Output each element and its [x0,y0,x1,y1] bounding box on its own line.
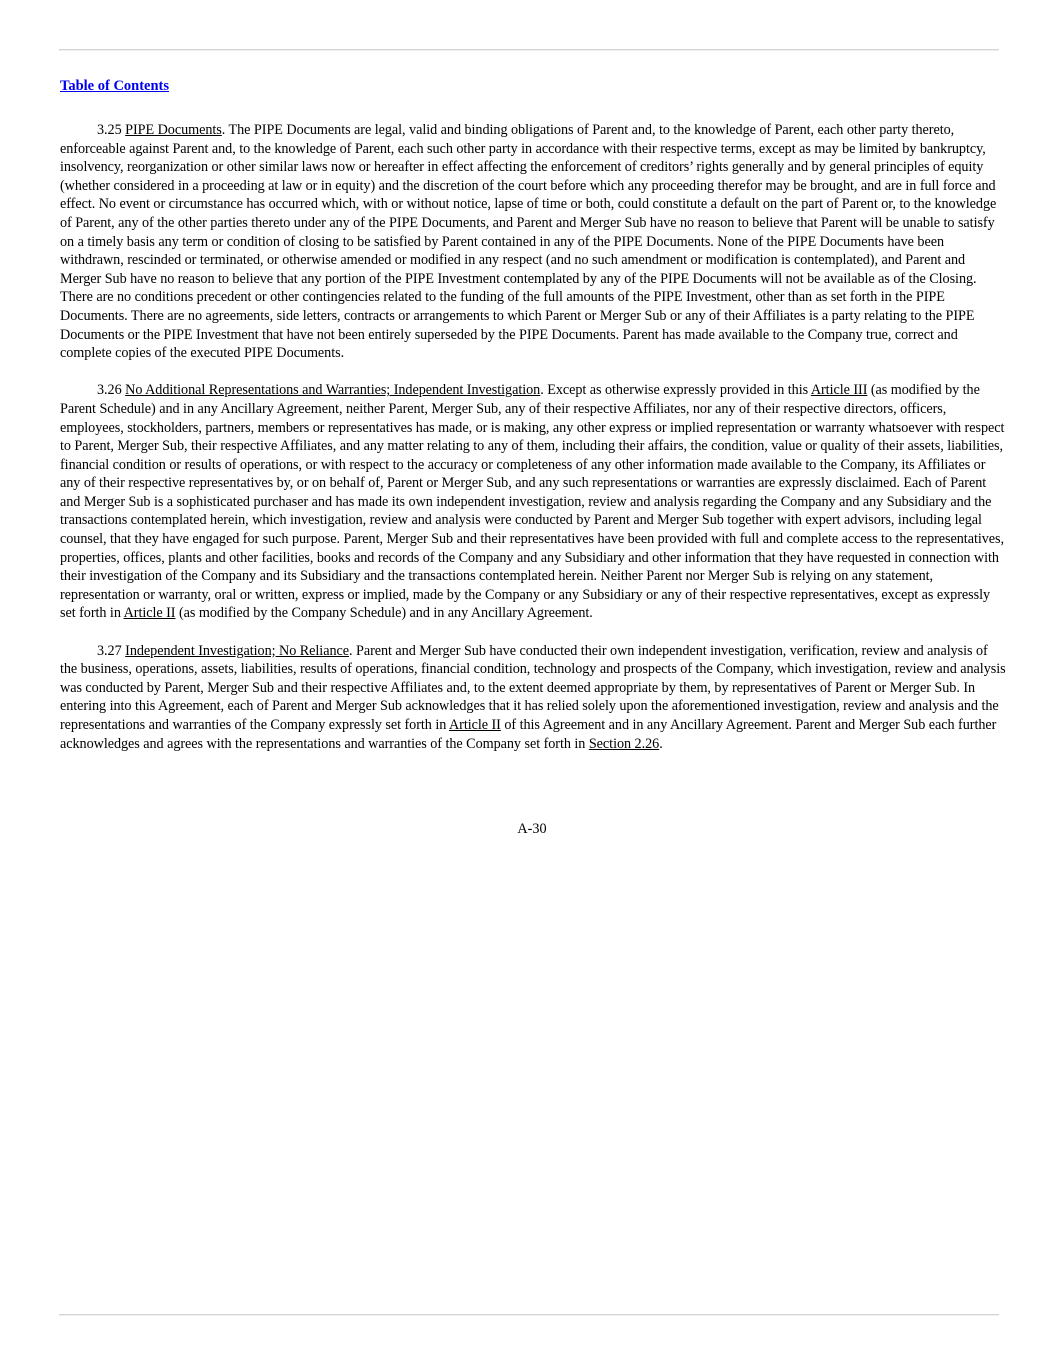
section-text: . Except as otherwise expressly provided in this [540,382,811,399]
section-2-26-reference: Section 2.26 [588,735,660,752]
section-text: (as modified by the Company Schedule) and in any Ancillary Agreement. [175,605,593,622]
section-text: . [659,735,663,752]
bottom-divider [59,1314,999,1316]
section-title: No Additional Representations and Warranties; Independent Investigation [125,382,541,399]
section-title: PIPE Documents [125,122,222,138]
section-3-27 [60,642,1006,754]
section-3-25 [60,121,1006,363]
article-ii-reference: Article II [123,605,176,622]
section-number: 3.26 [97,382,122,399]
document-body [60,121,1006,772]
section-3-26 [60,381,1006,623]
top-divider [59,49,999,51]
section-number: 3.25 [97,122,122,138]
section-text: . Parent and Merger Sub have conducted their own independent investigation, verification, review and analysis of the business, operations, assets, liabilities, results of operations, financial condition, technology and prospects of the Company, which investigation, review and analysis was conducted by Parent, Merger Sub and their respective Affiliates and, to the extent deemed appropriate by them, by representatives of Parent or Merger Sub. In entering into this Agreement, each of Parent and Merger Sub acknowledges that it has relied solely upon the aforementioned investigation, review and analysis and the representations and warranties of the Company expressly set forth in [60,642,1006,733]
section-text: (as modified by the Parent Schedule) and in any Ancillary Agreement, neither Parent, Merger Sub, any of their respective Affiliates, nor any of their respective directors, officers, employees, stockholders, partners, members or representatives has made, or is making, any other express or implied representation or warranty whatsoever with respect to Parent, Merger Sub, their respective Affiliates, and any matter relating to any of them, including their affairs, the condition, value or quality of their assets, liabilities, financial condition or results of operations, or with respect to the accuracy or completeness of any other information made available to the Company, its Affiliates or any of their respective representatives by, or on behalf of, Parent or Merger Sub, and any such representations or warranties are expressly disclaimed. Each of Parent and Merger Sub is a sophisticated purchaser and has made its own independent investigation, review and analysis regarding the Company and any Subsidiary and the transactions contemplated herein, which investigation, review and analysis were conducted by Parent and Merger Sub together with expert advisors, including legal counsel, that they have engaged for such purpose. Parent, Merger Sub and their representatives have been provided with full and complete access to the representatives, properties, offices, plants and other facilities, books and records of the Company and any Subsidiary and other information that they have requested in connection with their investigation of the Company and its Subsidiary and the transactions contemplated herein. Neither Parent nor Merger Sub is relying on any statement, representation or warranty, oral or written, express or implied, made by the Company or any Subsidiary or any of their respective representatives, except as expressly set forth in [60,382,1005,622]
section-text: of this Agreement and in any Ancillary Agreement. Parent and Merger Sub each further acknowledges and agrees with the representations and warranties of the Company set forth in [60,717,997,752]
section-text: . The PIPE Documents are legal, valid and binding obligations of Parent and, to the knowledge of Parent, each other party thereto, enforceable against Parent and, to the knowledge of Parent, each such other party in accordance with their respective terms, except as may be limited by bankruptcy, insolvency, reorganization or other similar laws now or hereafter in effect affecting the enforcement of creditors’ rights generally and by general principles of equity (whether considered in a proceeding at law or in equity) and the discretion of the court before which any proceeding therefor may be brought, and are in full force and effect. No event or circumstance has occurred which, with or without notice, lapse of time or both, could constitute a default on the part of Parent or, to the knowledge of Parent, any of the other parties thereto under any of the PIPE Documents, and Parent and Merger Sub have no reason to believe that Parent will be unable to satisfy on a timely basis any term or condition of closing to be satisfied by Parent contained in any of the PIPE Documents. None of the PIPE Documents have been withdrawn, rescinded or terminated, or otherwise amended or modified in any respect (and no such amendment or modification is contemplated), and Parent and Merger Sub have no reason to believe that any portion of the PIPE Investment contemplated by any of the PIPE Documents will not be available as of the Closing. There are no conditions precedent or other contingencies related to the funding of the full amounts of the PIPE Investment, other than as set forth in the PIPE Documents. There are no agreements, side letters, contracts or arrangements to which Parent or Merger Sub or any of their Affiliates is a party relating to the PIPE Documents or the PIPE Investment that have not been entirely superseded by the PIPE Documents. Parent has made available to the Company true, correct and complete copies of the executed PIPE Documents. [60,122,997,362]
section-title: Independent Investigation; No Reliance [125,642,349,659]
page-number: A-30 [517,821,547,837]
section-number: 3.27 [97,642,122,659]
table-of-contents-link[interactable]: Table of Contents [60,78,170,94]
article-ii-reference: Article II [448,717,501,733]
article-iii-reference: Article III [810,382,868,399]
